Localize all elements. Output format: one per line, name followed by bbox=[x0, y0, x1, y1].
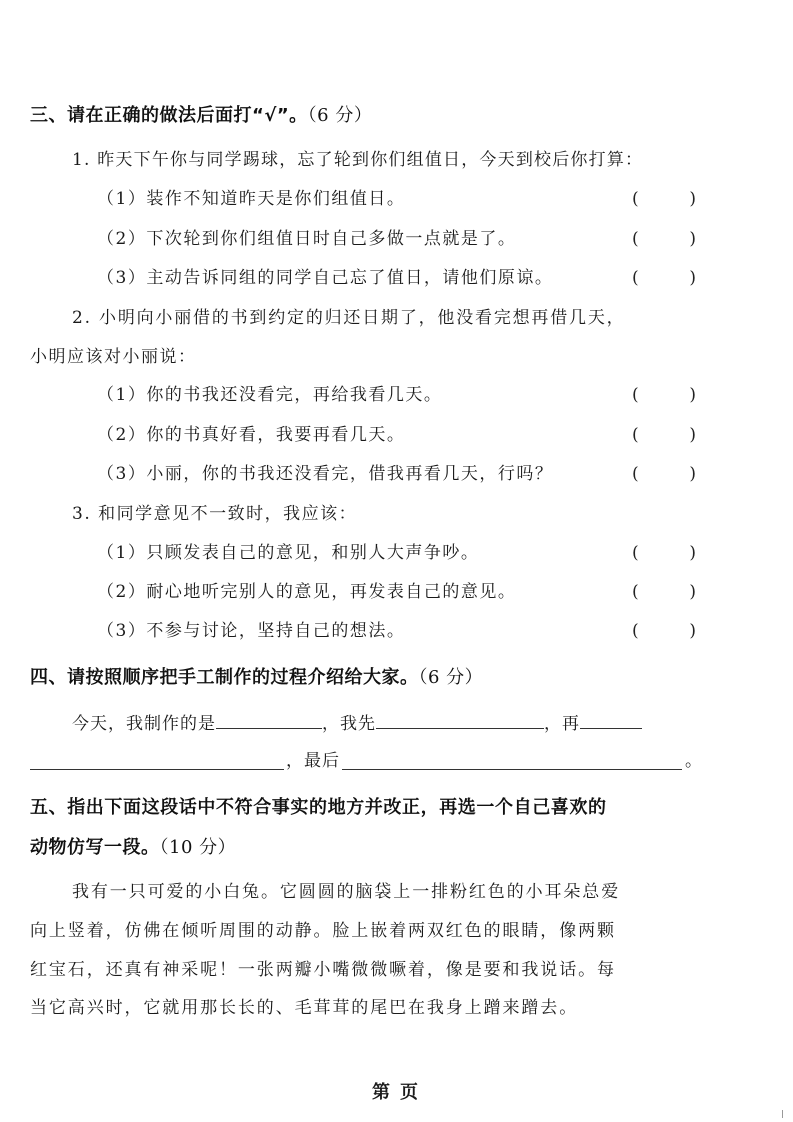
paren-close: ) bbox=[689, 543, 696, 563]
q2-stem: 2. 小明向小丽借的书到约定的归还日期了，他没看完想再借几天， bbox=[72, 308, 626, 328]
section3-title: 三、请在正确的做法后面打“√”。 bbox=[30, 105, 308, 126]
blank-step-then-cont[interactable] bbox=[30, 751, 284, 770]
passage-line-1: 我有一只可爱的小白兔。它圆圆的脑袋上一排粉红色的小耳朵总爱 bbox=[72, 882, 621, 902]
paren-close: ) bbox=[689, 229, 696, 249]
fill-text-first: ，我先 bbox=[322, 714, 376, 734]
section4-heading bbox=[30, 666, 483, 690]
section5-heading-line1: 五、指出下面这段话中不符合事实的地方并改正，再选一个自己喜欢的 bbox=[30, 797, 607, 818]
q1-option-2: （2）下次轮到你们组值日时自己多做一点就是了。 bbox=[97, 229, 517, 249]
blank-item-made[interactable] bbox=[216, 710, 322, 729]
fill-text-finally: ，最后 bbox=[286, 751, 340, 771]
q3-option-2-answer-box[interactable] bbox=[632, 580, 696, 604]
q3-option-1: （1）只顾发表自己的意见，和别人大声争吵。 bbox=[97, 543, 480, 563]
fill-text-then: ，再 bbox=[544, 714, 580, 734]
paren-close: ) bbox=[689, 189, 696, 209]
section5-points: （10 分） bbox=[159, 837, 237, 858]
blank-step-first[interactable] bbox=[376, 710, 544, 729]
paren-open: ( bbox=[632, 582, 639, 602]
section4-fill-line-1 bbox=[72, 710, 642, 736]
paren-open: ( bbox=[632, 268, 639, 288]
paren-close: ) bbox=[689, 425, 696, 445]
q3-option-1-answer-box[interactable] bbox=[632, 541, 696, 565]
q3-option-3: （3）不参与讨论，坚持自己的想法。 bbox=[97, 621, 406, 641]
scan-mark bbox=[782, 1110, 783, 1118]
q1-stem: 1. 昨天下午你与同学踢球，忘了轮到你们组值日，今天到校后你打算： bbox=[72, 150, 644, 170]
section3-points: （6 分） bbox=[307, 105, 373, 126]
paren-close: ) bbox=[689, 582, 696, 602]
fill-text-made: 今天，我制作的是 bbox=[72, 714, 216, 734]
blank-step-finally[interactable] bbox=[342, 751, 682, 770]
section5-heading-line2 bbox=[30, 836, 236, 860]
q1-option-3: （3）主动告诉同组的同学自己忘了值日，请他们原谅。 bbox=[97, 268, 554, 288]
paren-open: ( bbox=[632, 425, 639, 445]
passage-line-3: 红宝石，还真有神采呢！一张两瓣小嘴微微噘着，像是要和我说话。每 bbox=[30, 960, 616, 980]
q3-stem: 3. 和同学意见不一致时，我应该： bbox=[72, 504, 358, 524]
q2-option-2: （2）你的书真好看，我要再看几天。 bbox=[97, 425, 406, 445]
paren-close: ) bbox=[689, 621, 696, 641]
q1-option-1: （1）装作不知道昨天是你们组值日。 bbox=[97, 189, 406, 209]
paren-open: ( bbox=[632, 189, 639, 209]
section3-heading bbox=[30, 104, 372, 128]
paren-open: ( bbox=[632, 464, 639, 484]
paren-open: ( bbox=[632, 229, 639, 249]
passage-line-2: 向上竖着，仿佛在倾听周围的动静。脸上嵌着两双红色的眼睛，像两颗 bbox=[30, 921, 616, 941]
q2-option-3-answer-box[interactable] bbox=[632, 462, 696, 486]
paren-open: ( bbox=[632, 385, 639, 405]
q2-option-3: （3）小丽，你的书我还没看完，借我再看几天，行吗？ bbox=[97, 464, 554, 484]
q1-option-2-answer-box[interactable] bbox=[632, 227, 696, 251]
paren-close: ) bbox=[689, 268, 696, 288]
section4-points: （6 分） bbox=[418, 667, 484, 688]
q3-option-3-answer-box[interactable] bbox=[632, 619, 696, 643]
q2-option-1-answer-box[interactable] bbox=[632, 383, 696, 407]
q1-option-1-answer-box[interactable] bbox=[632, 187, 696, 211]
passage-line-4: 当它高兴时，它就用那长长的、毛茸茸的尾巴在我身上蹭来蹭去。 bbox=[30, 998, 579, 1018]
section4-title: 四、请按照顺序把手工制作的过程介绍给大家。 bbox=[30, 667, 419, 688]
page-number-label: 第页 bbox=[372, 1082, 428, 1103]
q3-option-2: （2）耐心地听完别人的意见，再发表自己的意见。 bbox=[97, 582, 517, 602]
paren-open: ( bbox=[632, 543, 639, 563]
paren-close: ) bbox=[689, 385, 696, 405]
section5-title-cont: 动物仿写一段。 bbox=[30, 837, 160, 858]
blank-step-then-start[interactable] bbox=[580, 710, 642, 729]
paren-close: ) bbox=[689, 464, 696, 484]
q2-stem-continued: 小明应该对小丽说： bbox=[30, 347, 197, 367]
paren-open: ( bbox=[632, 621, 639, 641]
q2-option-1: （1）你的书我还没看完，再给我看几天。 bbox=[97, 385, 443, 405]
fill-text-end: 。 bbox=[685, 751, 704, 771]
q2-option-2-answer-box[interactable] bbox=[632, 423, 696, 447]
q1-option-3-answer-box[interactable] bbox=[632, 266, 696, 290]
